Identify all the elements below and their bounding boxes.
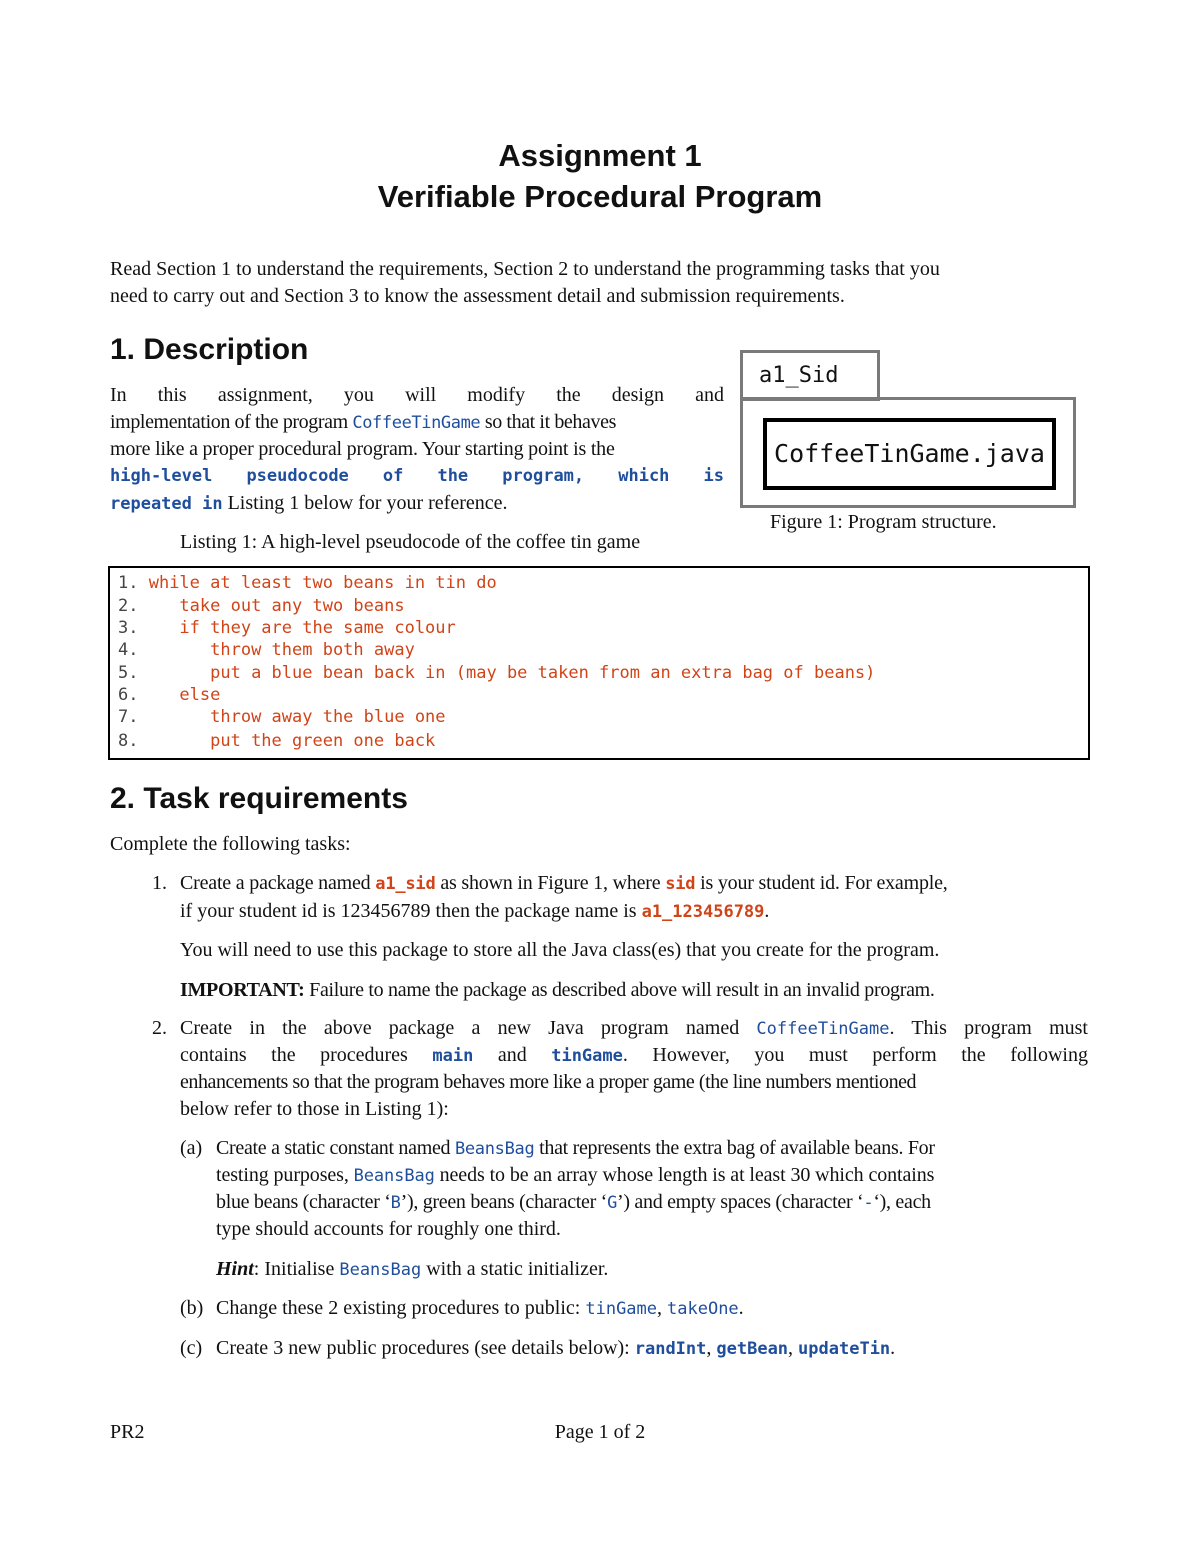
text: and [473,1044,552,1066]
line-number: 1. [118,573,139,593]
line-code: while at least two beans in tin do [138,573,497,593]
text: , [788,1337,799,1359]
figure-caption: Figure 1: Program structure. [770,511,997,533]
code-ref-beansbag: BeansBag [454,1139,535,1159]
line-code: if they are the same colour [138,618,456,638]
code-ref-getbean: getBean [716,1339,789,1359]
task2-line4: below refer to those in Listing 1): [180,1098,449,1120]
code-ref-tingame: tinGame [551,1046,623,1066]
code-ref-coffeetingame: CoffeeTinGame [352,413,481,433]
code-ref-randint: randInt [634,1339,707,1359]
text: needs to be an array whose length is at least 30 which contains [434,1164,935,1186]
text: so that it behaves [480,411,616,433]
intro-line2: need to carry out and Section 3 to know the assessment detail and submission requirements. [110,285,845,307]
text: contains the procedures [180,1044,433,1066]
task-number: 1. [152,872,167,894]
important-label: IMPORTANT: [180,979,305,1001]
subtask-label: (a) [180,1137,203,1159]
section2-heading: 2. Task requirements [110,782,408,815]
pseudocode-listing [108,566,1090,760]
listing-line [118,617,456,639]
code-ref-example-package: a1_123456789 [641,902,765,922]
text: Create a static constant named [216,1137,455,1159]
text: , [706,1337,717,1359]
section1-para-line4: high-level pseudocode of the program, which is [110,466,724,486]
text: Create 3 new public procedures (see details below): [216,1337,635,1359]
subtask-a-line2 [216,1162,934,1190]
footer-course: PR2 [110,1421,145,1443]
section1-para-line3: more like a proper procedural program. Your starting point is the [110,438,615,460]
section1-para-line2 [110,409,724,437]
line-code: take out any two beans [138,596,405,616]
text: Create in the above package a new Java program named [180,1017,757,1039]
text: . This program must [889,1017,1088,1039]
line-number: 3. [118,618,139,638]
task1-important [180,977,935,1004]
listing-line [118,684,220,706]
listing-caption: Listing 1: A high-level pseudocode of the coffee tin game [180,531,641,553]
text: as shown in Figure 1, where [435,872,666,894]
intro-line1: Read Section 1 to understand the requirements, Section 2 to understand the programming tasks that you [110,258,940,280]
code-ref-sid: sid [665,874,696,894]
doc-title-line1: Assignment 1 [498,138,702,173]
text: . [738,1297,744,1319]
code-ref-repeated-in: repeated in [110,494,223,514]
text: Failure to name the package as described above will result in an invalid program. [304,979,935,1001]
line-code: throw them both away [138,640,415,660]
code-ref-beansbag: BeansBag [339,1260,422,1280]
subtask-b [216,1295,744,1323]
subtask-c [216,1335,895,1363]
line-number: 2. [118,596,139,616]
code-ref-coffeetingame: CoffeeTinGame [756,1019,890,1039]
task2-line3: enhancements so that the program behaves more like a proper game (the line numbers mentioned [180,1071,917,1093]
subtask-a-line1 [216,1135,935,1163]
text: Listing 1 below for your reference. [222,492,508,514]
line-code: put a blue bean back in (may be taken from an extra bag of beans) [138,663,876,683]
task2-line1 [180,1015,1088,1043]
task1-note: You will need to use this package to store all the Java class(es) that you create for the program. [180,939,940,961]
code-ref-main: main [432,1046,474,1066]
code-ref-takeone: takeOne [667,1299,739,1319]
text: ’) and empty spaces (character ‘ [617,1191,864,1213]
task-number: 2. [152,1017,167,1039]
line-number: 4. [118,640,139,660]
footer-page-number: Page 1 of 2 [554,1421,646,1443]
text: testing purposes, [216,1164,354,1186]
line-code: throw away the blue one [138,707,446,727]
section1-para-line1: In this assignment, you will modify the design and [110,384,724,406]
text: if your student id is 123456789 then the package name is [180,900,642,922]
line-number: 6. [118,685,139,705]
text: , [657,1297,668,1319]
listing-line [118,730,435,752]
task1-line2 [180,898,769,926]
text: . However, you must perform the following [622,1044,1088,1066]
line-code: put the green one back [138,731,436,751]
subtask-label: (b) [180,1297,204,1319]
listing-line [118,639,415,661]
text: ‘), each [873,1191,931,1213]
code-ref-g: G [607,1193,617,1213]
text: ’), green beans (character ‘ [400,1191,608,1213]
text: implementation of the program [110,411,353,433]
task1-line1 [180,870,948,898]
task2-line2 [180,1042,1088,1070]
text: is your student id. For example, [695,872,948,894]
text: Create a package named [180,872,376,894]
code-ref-updatetin: updateTin [798,1339,891,1359]
section1-para-line5 [110,490,508,518]
code-ref-tingame: tinGame [585,1299,658,1319]
line-number: 8. [118,731,139,751]
code-ref-dash: - [863,1193,874,1213]
doc-title-line2: Verifiable Procedural Program [377,179,823,214]
line-number: 7. [118,707,139,727]
section2-lead: Complete the following tasks: [110,833,351,855]
text: . [890,1337,896,1359]
text: : Initialise [253,1258,340,1280]
subtask-label: (c) [180,1337,203,1359]
section1-heading: 1. Description [110,333,309,366]
subtask-a-line3 [216,1189,931,1217]
text: that represents the extra bag of available beans. For [534,1137,935,1159]
listing-line [118,662,875,684]
text: blue beans (character ‘ [216,1191,391,1213]
text: with a static initializer. [421,1258,609,1280]
text: . [764,900,770,922]
code-ref-package: a1_sid [375,874,436,894]
listing-line [118,595,405,617]
line-code: else [138,685,221,705]
hint-label: Hint [216,1258,254,1280]
subtask-a-hint [216,1256,608,1284]
line-number: 5. [118,663,139,683]
subtask-a-line4: type should accounts for roughly one third. [216,1218,561,1240]
text: Change these 2 existing procedures to public: [216,1297,586,1319]
listing-line [118,706,446,728]
code-ref-b: B [390,1193,401,1213]
figure-package-box: a1_Sid [740,350,880,401]
listing-line [118,572,497,594]
code-ref-beansbag: BeansBag [353,1166,435,1186]
figure-file-box: CoffeeTinGame.java [763,418,1056,490]
